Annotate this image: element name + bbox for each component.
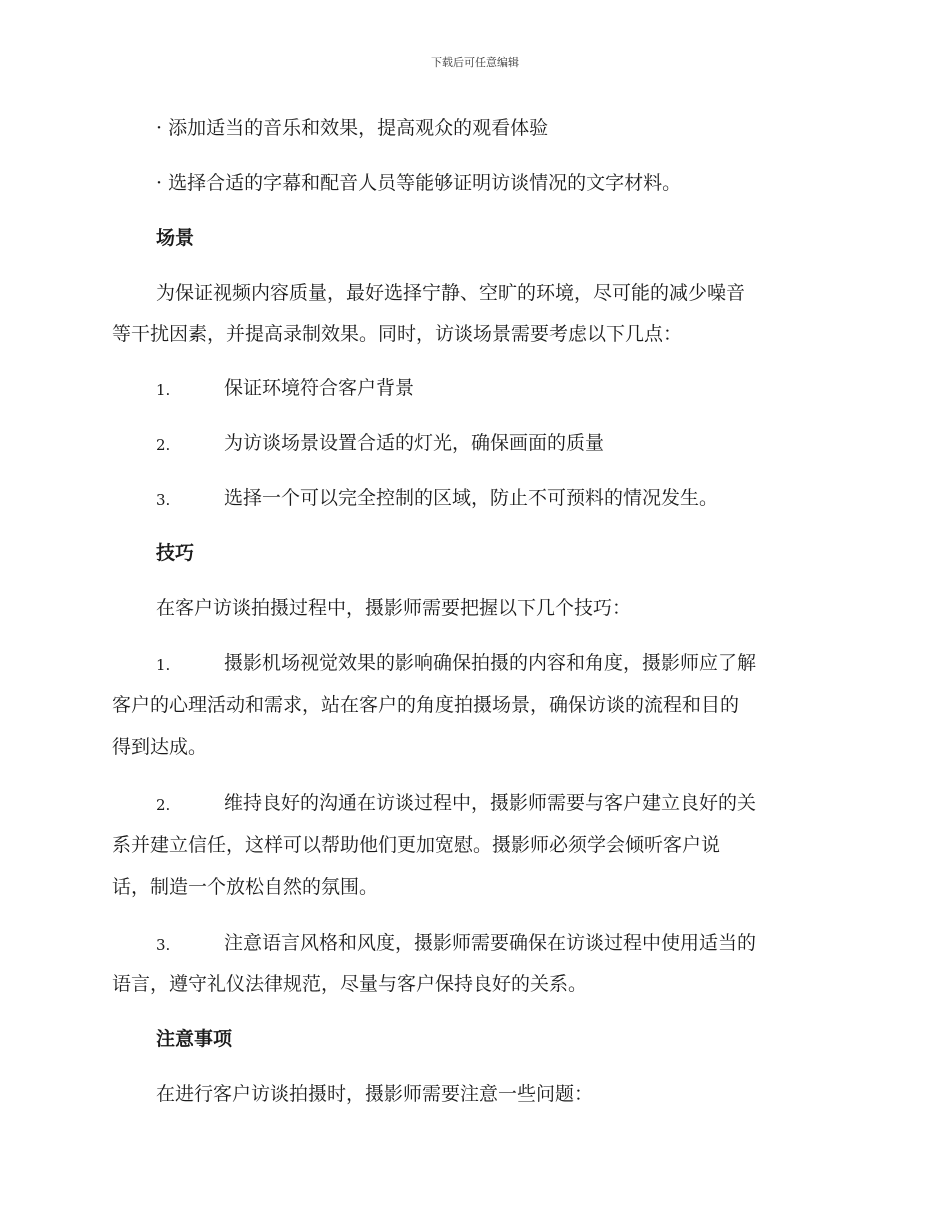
list-number: 3. bbox=[156, 491, 171, 509]
section-heading-notes: 注意事项 bbox=[156, 1028, 233, 1050]
section-heading-scene: 场景 bbox=[156, 227, 195, 249]
bullet-item: · 添加适当的音乐和效果，提高观众的观看体验 bbox=[156, 117, 549, 139]
list-item-text: 话，制造一个放松自然的氛围。 bbox=[112, 876, 379, 898]
list-item-text: 客户的心理活动和需求，站在客户的角度拍摄场景，确保访谈的流程和目的 bbox=[112, 694, 740, 716]
list-item-text: 为访谈场景设置合适的灯光，确保画面的质量 bbox=[224, 432, 605, 454]
list-number: 2. bbox=[156, 796, 171, 814]
list-number: 3. bbox=[156, 936, 171, 954]
page-header: 下载后可任意编辑 bbox=[431, 56, 519, 69]
section-heading-skills: 技巧 bbox=[156, 542, 195, 564]
list-item-text: 语言，遵守礼仪法律规范，尽量与客户保持良好的关系。 bbox=[112, 973, 588, 995]
paragraph-line: 为保证视频内容质量，最好选择宁静、空旷的环境，尽可能的减少噪音 bbox=[156, 282, 746, 304]
paragraph-line: 等干扰因素，并提高录制效果。同时，访谈场景需要考虑以下几点： bbox=[112, 323, 683, 345]
list-item-text: 保证环境符合客户背景 bbox=[224, 377, 415, 399]
list-item-text: 维持良好的沟通在访谈过程中，摄影师需要与客户建立良好的关 bbox=[224, 792, 757, 814]
list-item-text: 摄影机场视觉效果的影响确保拍摄的内容和角度，摄影师应了解 bbox=[224, 652, 757, 674]
bullet-item: · 选择合适的字幕和配音人员等能够证明访谈情况的文字材料。 bbox=[156, 172, 682, 194]
list-item-text: 系并建立信任，这样可以帮助他们更加宽慰。摄影师必须学会倾听客户说 bbox=[112, 834, 721, 856]
list-item-text: 注意语言风格和风度，摄影师需要确保在访谈过程中使用适当的 bbox=[224, 932, 757, 954]
list-number: 2. bbox=[156, 436, 171, 454]
paragraph-line: 在客户访谈拍摄过程中，摄影师需要把握以下几个技巧： bbox=[156, 597, 632, 619]
list-item-text: 得到达成。 bbox=[112, 736, 208, 758]
list-item-text: 选择一个可以完全控制的区域，防止不可预料的情况发生。 bbox=[224, 487, 719, 509]
paragraph-line: 在进行客户访谈拍摄时，摄影师需要注意一些问题： bbox=[156, 1083, 594, 1105]
list-number: 1. bbox=[156, 381, 171, 399]
list-number: 1. bbox=[156, 656, 171, 674]
